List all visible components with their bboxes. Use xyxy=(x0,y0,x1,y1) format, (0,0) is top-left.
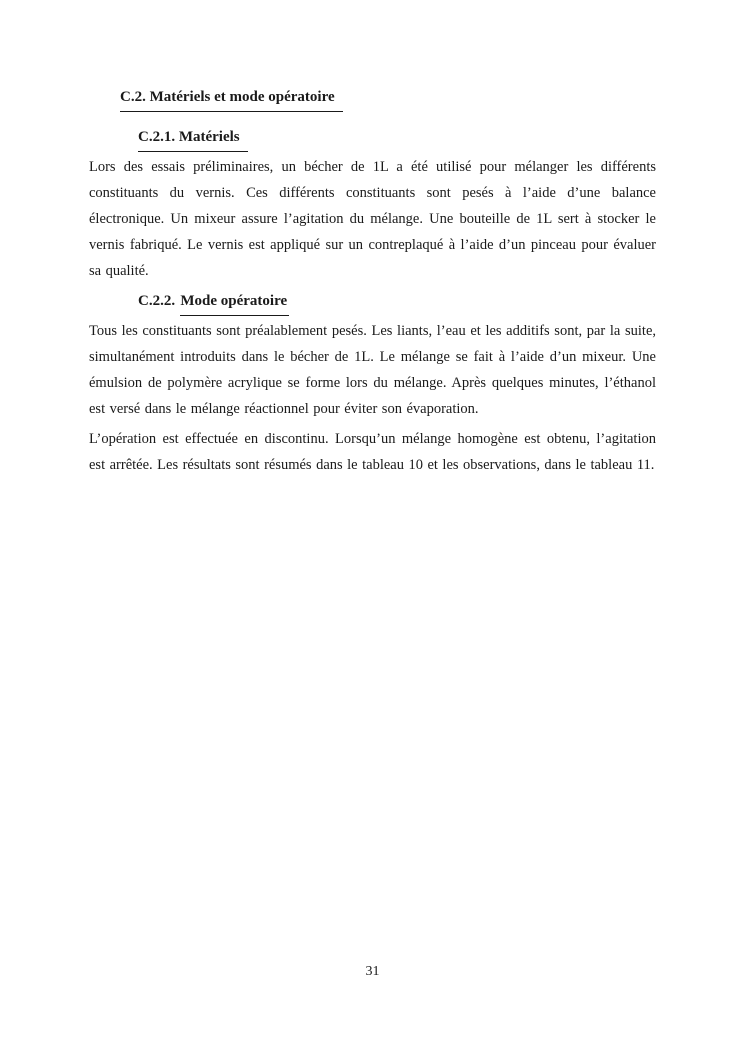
page-number: 31 xyxy=(365,964,380,979)
section-heading-text: C.2. Matériels et mode opératoire xyxy=(120,84,343,112)
subsection-mode-number: C.2.2. xyxy=(138,293,176,309)
subsection-materiels-text: C.2.1. Matériels xyxy=(138,124,248,152)
subsection-heading-mode-operatoire xyxy=(138,288,656,316)
paragraph-mode-operatoire-1: Tous les constituants sont préalablement pesés. Les liants, l’eau et les additifs sont, par la suite, simultanément introduits dans le bécher de 1L. Le mélange se fait à l’aide d’un mixeur. Une émulsion de polymère acrylique se forme lors du mélange. Après quelques minutes, l’éthanol est versé dans le mélange réactionnel pour éviter son évaporation. xyxy=(89,323,656,417)
subsection-heading-materiels xyxy=(138,124,656,152)
paragraph-materiels: Lors des essais préliminaires, un bécher de 1L a été utilisé pour mélanger les différents constituants du vernis. Ces différents constituants sont pesés à l’aide d’une balance électronique. Un mixeur assure l’agitation du mélange. Une bouteille de 1L sert à stocker le vernis fabriqué. Le vernis est appliqué sur un contreplaqué à l’aide d’un pinceau pour évaluer sa qualité. xyxy=(89,159,656,279)
page-content xyxy=(0,0,745,478)
paragraph-mode-operatoire-2: L’opération est effectuée en discontinu. Lorsqu’un mélange homogène est obtenu, l’agitation est arrêtée. Les résultats sont résumés dans le tableau 10 et les observations, dans le tableau 11. xyxy=(89,431,656,473)
section-heading xyxy=(120,84,656,112)
subsection-mode-title: Mode opératoire xyxy=(180,288,289,316)
